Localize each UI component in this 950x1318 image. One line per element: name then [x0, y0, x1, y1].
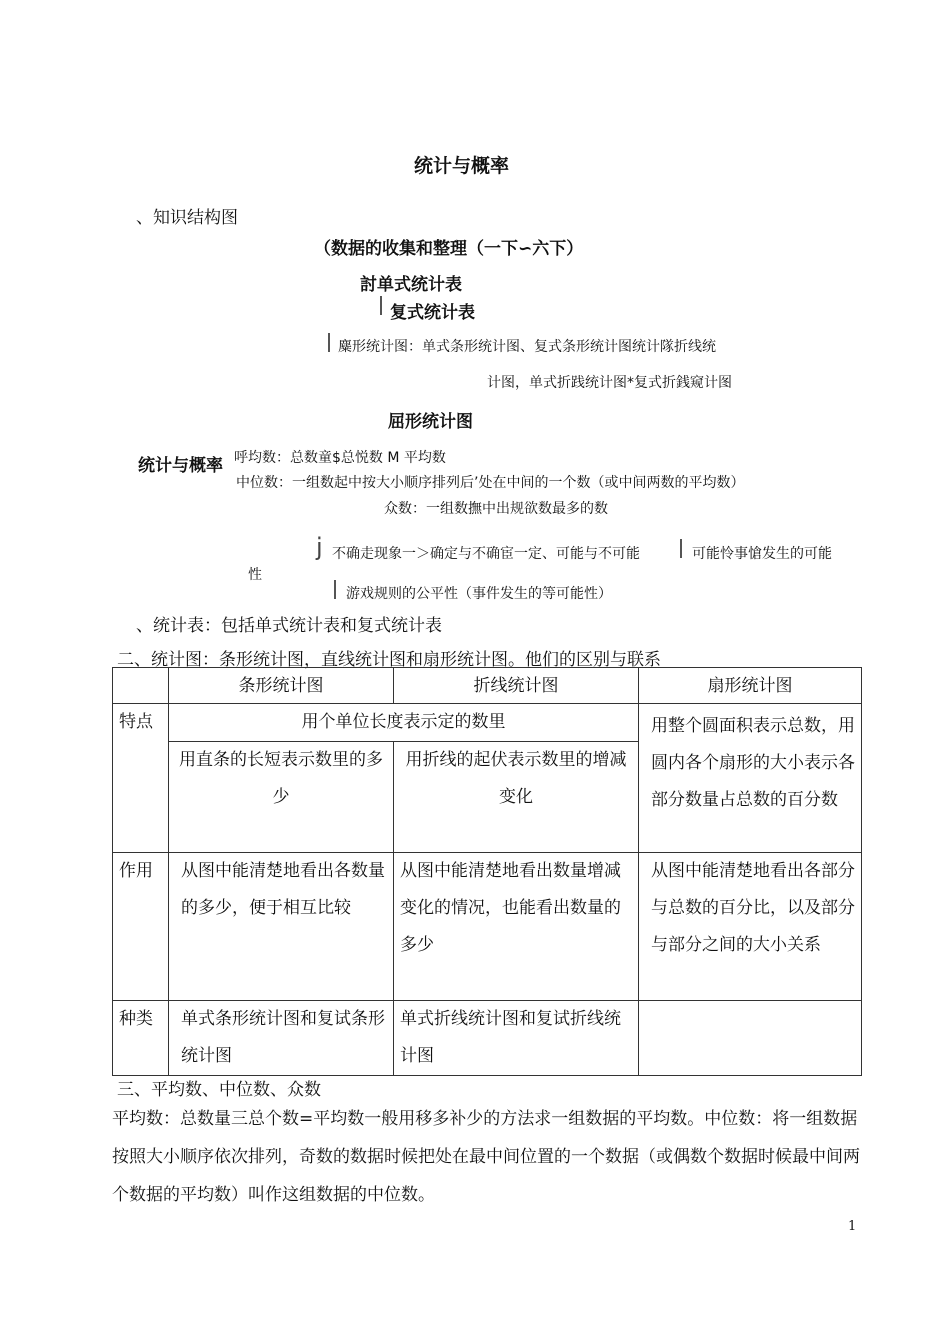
table-row: [113, 1001, 862, 1076]
table-cell: 从图中能清楚地看出数量增减变化的情况，也能看出数量的多少: [394, 853, 639, 1001]
row-label-usage: 作用: [113, 853, 169, 1001]
tree-possibility: 可能怜事愴发生的可能: [692, 546, 832, 562]
table-cell: 从图中能清楚地看出各部分与总数的百分比，以及部分与部分之间的大小关系: [639, 853, 862, 1001]
bracket-mark: j: [316, 533, 323, 561]
table-cell: 从图中能清楚地看出各数量的多少，便于相互比较: [169, 853, 394, 1001]
tree-charts-line1: 麋形统计图：单式条形统计图、复式条形统计图统计隊折线统: [338, 339, 716, 355]
table-row: [113, 704, 862, 742]
table-header-cell: 条形统计图: [169, 668, 394, 704]
table-header-cell: [113, 668, 169, 704]
section-heading-charts: 二、统计图：条形统计图，直线统计图和扇形统计图。他们的区别与联系: [117, 650, 661, 670]
table-cell: 单式折线统计图和复试折线统计图: [394, 1001, 639, 1076]
section-heading-structure: 、知识结构图: [136, 208, 238, 228]
table-header-cell: 折线统计图: [394, 668, 639, 704]
row-label-features: 特点: [113, 704, 169, 853]
table-header-row: [113, 668, 862, 704]
page-title: 统计与概率: [414, 155, 510, 177]
tree-pie-chart: 屈形统计图: [388, 412, 473, 432]
table-cell: 用个单位长度表示定的数里: [169, 704, 639, 742]
tree-mean: 呼均数：总数童$总悦数 M 平均数: [234, 450, 446, 466]
body-paragraph: 平均数：总数量三总个数=平均数一般用移多补少的方法求一组数据的平均数。中位数：将一组数据按照大小顺序依次排列，奇数的数据时候把处在最中间位置的一个数据（或偶数个数据时候最中间两个数据的平均数）叫作这组数据的中位数。: [112, 1109, 860, 1205]
tree-fairness: 游戏规则的公平性（事件发生的等可能性）: [346, 586, 612, 602]
tree-compound-table: 复式统计表: [390, 303, 475, 323]
chart-comparison-table: [112, 667, 862, 1076]
table-cell: 用折线的起伏表示数里的增减变化: [394, 742, 639, 853]
section-heading-tables: 、统计表：包括单式统计表和复式统计表: [136, 616, 442, 636]
tree-median: 中位数：一组数起中按大小顺序排列后’处在中间的一个数（或中间两数的平均数）: [236, 475, 745, 491]
table-row: [113, 853, 862, 1001]
bracket-line: [328, 333, 330, 352]
tree-top-node: （数据的收集和整理（一下∽六下）: [314, 239, 584, 259]
section-heading-averages: 三、平均数、中位数、众数: [117, 1080, 321, 1100]
table-header-cell: 扇形统计图: [639, 668, 862, 704]
tree-possibility-cont: 性: [248, 567, 262, 583]
tree-simple-table: 討单式统计表: [360, 275, 462, 295]
page-number: 1: [848, 1219, 857, 1234]
tree-root: 统计与概率: [138, 456, 223, 476]
row-label-types: 种类: [113, 1001, 169, 1076]
table-cell: 单式条形统计图和复试条形统计图: [169, 1001, 394, 1076]
table-cell: [639, 1001, 862, 1076]
tree-mode: 众数：一组数撫中出规欲数最多的数: [384, 501, 608, 517]
table-cell: 用整个圆面积表示总数，用圆内各个扇形的大小表示各部分数量占总数的百分数: [639, 704, 862, 853]
bracket-line: [680, 539, 682, 558]
bracket-line: [380, 296, 382, 315]
bracket-line: [334, 580, 336, 599]
tree-uncertainty: 不确走现象一＞确定与不确宦一定、可能与不可能: [332, 546, 640, 562]
tree-charts-line2: 计图，单式折践统计图*复式折銭窥计图: [487, 375, 732, 391]
table-cell: 用直条的长短表示数里的多少: [169, 742, 394, 853]
